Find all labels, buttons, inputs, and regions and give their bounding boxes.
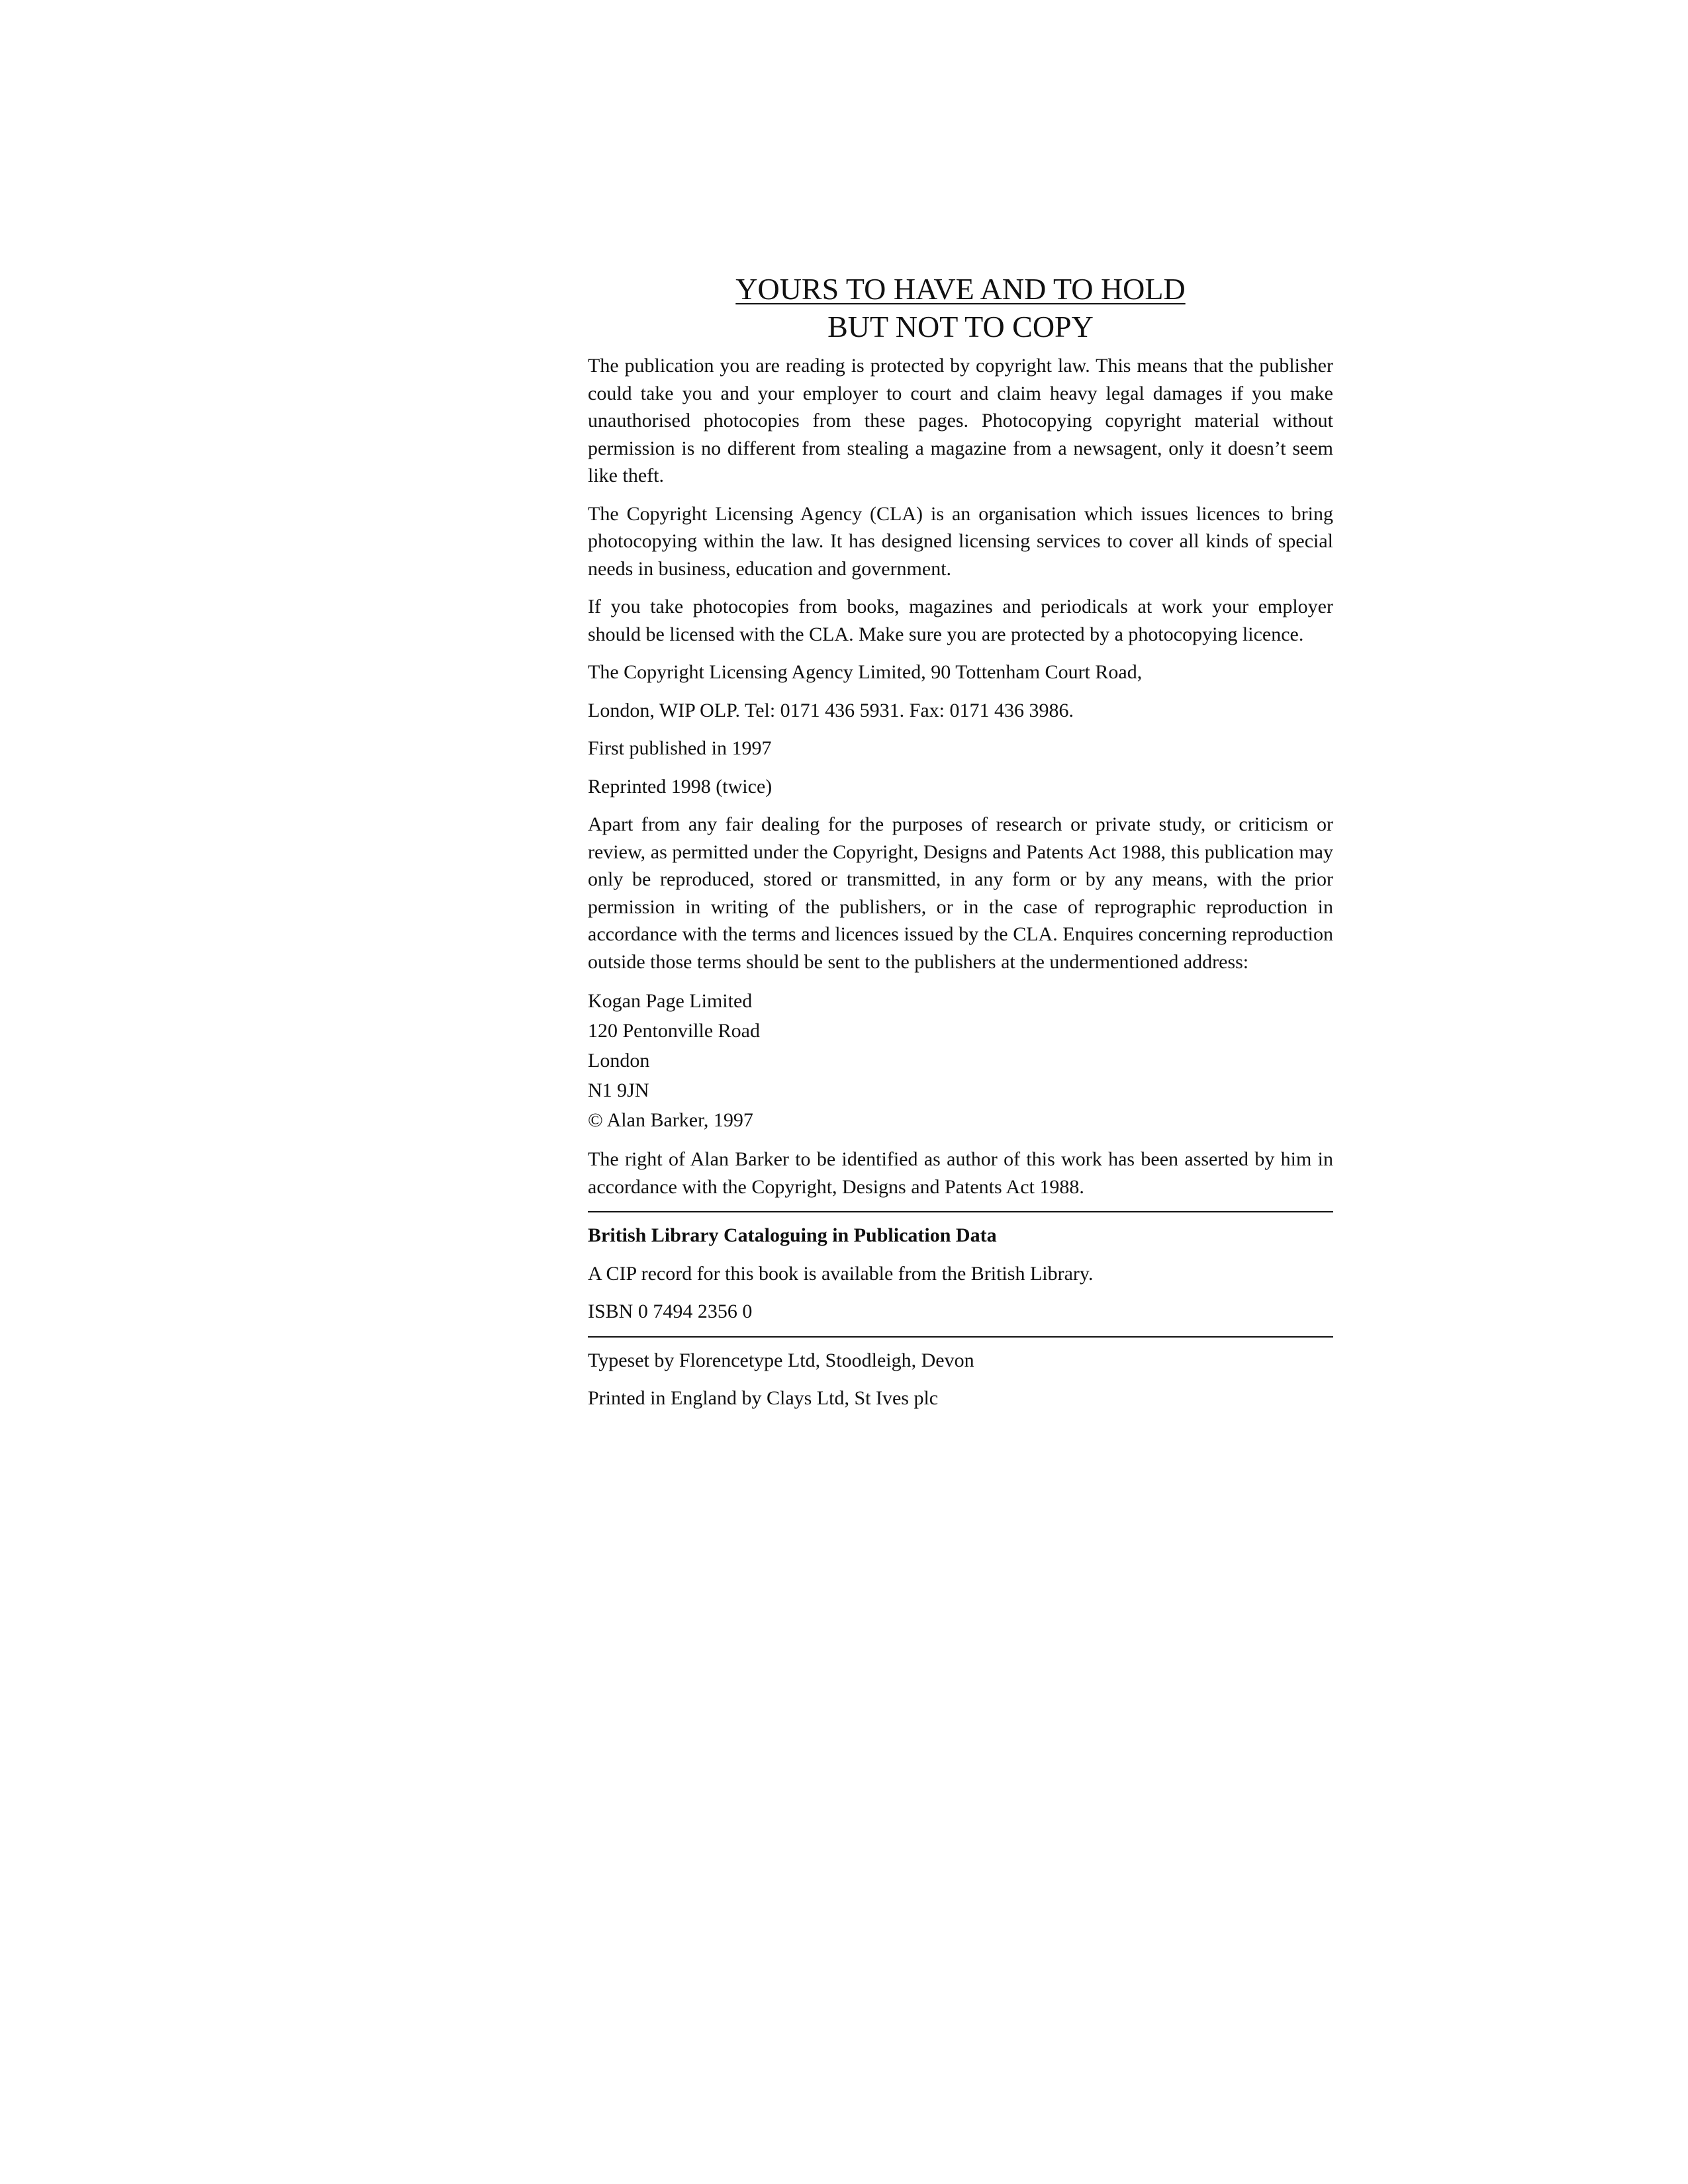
- copyright-warning-paragraph: The publication you are reading is protected by copyright law. This means that the publisher could take you and your employer to court and claim heavy legal damages if you make unauthorised photocopies from these pages. Photocopying copyright material without permission is no different from stealing a magazine from a newsagent, only it doesn’t seem like theft.: [588, 355, 1333, 486]
- licence-advice-paragraph: If you take photocopies from books, magazines and periodicals at work your employer should be licensed with the CLA. Make sure you are protected by a photocopying licence.: [588, 596, 1333, 645]
- author-rights-paragraph: The right of Alan Barker to be identified as author of this work has been asserted by him in accordance with the Copyright, Designs and Patents Act 1988.: [588, 1148, 1333, 1198]
- isbn: ISBN 0 7494 2356 0: [588, 1300, 753, 1322]
- publisher-postcode: N1 9JN: [588, 1079, 649, 1101]
- publisher-address: [588, 986, 1333, 1135]
- publisher-city: London: [588, 1050, 650, 1071]
- cla-address-line-1: The Copyright Licensing Agency Limited, 90 Tottenham Court Road,: [588, 661, 1143, 683]
- rights-notice-paragraph: Apart from any fair dealing for the purposes of research or private study, or criticism or review, as permitted under the Copyright, Designs and Patents Act 1988, this publication may only be reproduced, stored or transmitted, in any form or by any means, with the prior permission in writing of the publishers, or in the case of reprographic reproduction in accordance with the terms and licences issued by the CLA. Enquires concerning reproduction outside those terms should be sent to the publishers at the undermentioned address:: [588, 813, 1333, 973]
- publisher-street: 120 Pentonville Road: [588, 1020, 760, 1042]
- cip-top-rule: [588, 1211, 1333, 1212]
- typeset-credit: Typeset by Florencetype Ltd, Stoodleigh, Devon: [588, 1349, 974, 1371]
- cip-title: British Library Cataloguing in Publication Data: [588, 1224, 997, 1246]
- cip-bottom-rule: [588, 1336, 1333, 1338]
- cla-description-paragraph: The Copyright Licensing Agency (CLA) is an organisation which issues licences to bring photocopying within the law. It has designed licensing services to cover all kinds of special needs in business, education and government.: [588, 502, 1333, 580]
- cip-record: A CIP record for this book is available from the British Library.: [588, 1262, 1094, 1285]
- reprinted: Reprinted 1998 (twice): [588, 775, 773, 797]
- printer-credit: Printed in England by Clays Ltd, St Ives plc: [588, 1387, 939, 1409]
- copyright-page: [588, 270, 1333, 1423]
- cla-address-line-2: London, WIP OLP. Tel: 0171 436 5931. Fax: 0171 436 3986.: [588, 699, 1074, 721]
- heading-line-2: BUT NOT TO COPY: [827, 310, 1094, 343]
- heading-line-1: YOURS TO HAVE AND TO HOLD: [735, 272, 1186, 306]
- copyright-line: © Alan Barker, 1997: [588, 1109, 753, 1131]
- first-published: First published in 1997: [588, 737, 772, 759]
- publisher-name: Kogan Page Limited: [588, 990, 753, 1012]
